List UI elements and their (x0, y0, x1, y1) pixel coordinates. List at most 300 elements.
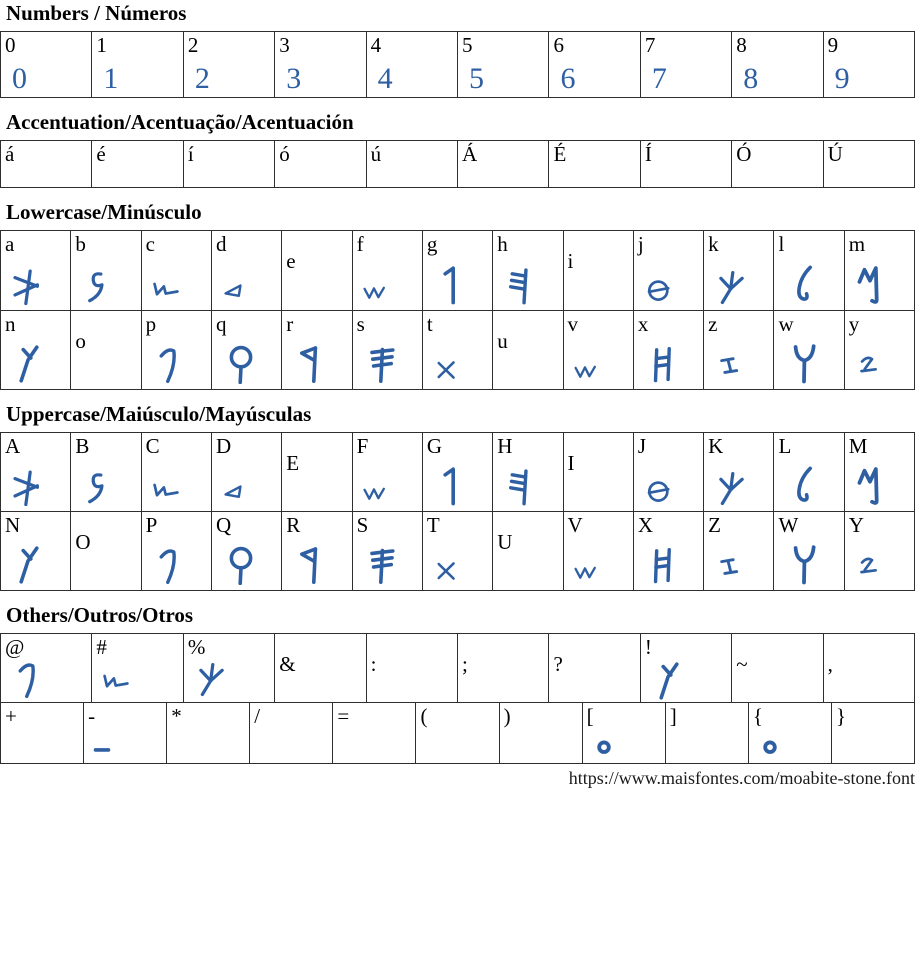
glyph-holder (212, 479, 248, 511)
het-glyph (643, 547, 681, 585)
source-url-link[interactable]: https://www.maisfontes.com/moabite-stone.font (568, 768, 915, 789)
char-cell (640, 633, 732, 703)
char-cell (548, 31, 640, 98)
glyph-holder (634, 547, 681, 590)
glyph-table-row (0, 31, 915, 98)
char-cell (0, 31, 92, 98)
char-label: S (356, 513, 369, 538)
shin-glyph (362, 279, 388, 305)
char-cell (492, 230, 563, 311)
char-cell (548, 140, 640, 188)
char-label: 1 (96, 33, 107, 58)
char-cell (332, 702, 416, 764)
qoph-glyph (221, 545, 261, 585)
glyph-table-others (0, 633, 916, 764)
het-glyph (643, 346, 681, 384)
char-cell (582, 702, 666, 764)
char-label: s (356, 312, 365, 337)
glyph-table-accentuation (0, 140, 916, 188)
char-label: O (75, 530, 91, 555)
glyph-holder (845, 555, 884, 590)
char-cell (83, 702, 167, 764)
char-cell (703, 432, 774, 512)
glyph-holder (142, 476, 181, 511)
digit-glyph: 3 (286, 62, 302, 96)
char-cell (563, 511, 634, 591)
glyph-holder (71, 470, 116, 511)
char-cell (211, 432, 282, 512)
glyph-holder (282, 545, 331, 590)
glyph-holder (493, 468, 540, 511)
resh-glyph (291, 344, 331, 384)
glyph-table-row (0, 703, 915, 764)
char-cell (633, 511, 704, 591)
char-label: d (215, 232, 227, 257)
zayin-glyph (713, 352, 745, 384)
char-label: 0 (5, 33, 16, 58)
char-label: I (567, 451, 575, 476)
char-cell (548, 633, 640, 703)
lamed-glyph (783, 466, 823, 506)
char-label: K (708, 434, 724, 459)
waw-glyph (783, 342, 825, 384)
char-label: b (75, 232, 86, 257)
char-label: Ó (736, 142, 752, 167)
yod-glyph (854, 354, 884, 384)
char-label: ! (644, 635, 652, 660)
qoph-glyph (221, 344, 261, 384)
char-cell (70, 230, 141, 311)
char-cell (0, 432, 71, 512)
char-label: : (370, 652, 377, 677)
digit-glyph: 6 (560, 62, 576, 96)
char-label: 4 (370, 33, 382, 58)
glyph-table-numbers (0, 31, 916, 98)
char-label: k (708, 232, 719, 257)
section-title-uppercase: Uppercase/Maiúsculo/Mayúsculas (6, 402, 312, 427)
shin-glyph (573, 358, 599, 384)
glyph-holder (353, 480, 388, 511)
char-label: é (96, 142, 106, 167)
section-title-lowercase: Lowercase/Minúsculo (6, 200, 202, 225)
digit-glyph: 2 (194, 62, 210, 96)
char-cell (211, 511, 282, 591)
char-cell (415, 702, 499, 764)
char-cell (422, 310, 493, 390)
char-label: v (567, 312, 578, 337)
glyph-holder (1, 470, 46, 511)
shin-glyph (573, 559, 599, 585)
char-label: x (637, 312, 649, 337)
samekh-glyph (362, 545, 402, 585)
glyph-holder (845, 263, 896, 310)
char-label: u (497, 329, 508, 354)
char-cell (91, 31, 183, 98)
char-label: W (778, 513, 799, 538)
glyph-holder (142, 346, 189, 389)
section-title-accentuation: Accentuation/Acentuação/Acentuación (6, 110, 354, 135)
glyph-holder (212, 344, 261, 389)
char-cell (422, 432, 493, 512)
glyph-holder (423, 356, 460, 389)
digit-glyph: 8 (743, 62, 759, 96)
char-label: f (356, 232, 364, 257)
kaph-glyph (713, 470, 749, 506)
char-cell (422, 511, 493, 591)
char-cell (91, 633, 183, 703)
kaph-glyph (713, 269, 749, 305)
char-label: { (752, 704, 763, 729)
char-label: N (5, 513, 21, 538)
glyph-holder (583, 734, 616, 763)
digit-glyph: 0 (12, 62, 27, 96)
char-label: É (553, 142, 567, 167)
tsade-glyph (151, 476, 181, 506)
char-cell (633, 310, 704, 390)
char-label: q (215, 312, 227, 337)
char-cell (633, 230, 704, 311)
glyph-table-row (0, 432, 915, 512)
char-label: z (708, 312, 718, 337)
char-label: ] (669, 704, 677, 729)
ayin-glyph (758, 734, 782, 758)
section-title-others: Others/Outros/Otros (6, 603, 194, 628)
glyph-holder (71, 269, 116, 310)
gimel-glyph (432, 265, 472, 305)
char-cell (844, 230, 915, 311)
char-label: # (96, 635, 107, 660)
taw-glyph (432, 557, 460, 585)
char-cell (457, 140, 549, 188)
glyph-holder (774, 265, 823, 310)
char-cell (492, 310, 563, 390)
taw-glyph (432, 356, 460, 384)
char-cell (274, 633, 366, 703)
waw-glyph (783, 543, 825, 585)
char-cell (211, 230, 282, 311)
glyph-holder (704, 352, 745, 389)
char-cell (0, 702, 84, 764)
char-cell (633, 432, 704, 512)
char-label: % (187, 635, 206, 660)
char-cell (773, 310, 844, 390)
nun-glyph (10, 344, 50, 384)
char-cell (141, 310, 212, 390)
char-label: Y (848, 513, 864, 538)
char-label: E (286, 451, 300, 476)
char-cell (274, 31, 366, 98)
char-cell (183, 633, 275, 703)
glyph-table-uppercase (0, 432, 916, 591)
char-cell (823, 31, 915, 98)
glyph-holder (423, 466, 472, 511)
char-cell (166, 702, 250, 764)
gimel-glyph (432, 466, 472, 506)
char-label: [ (586, 704, 594, 729)
char-label: X (637, 513, 653, 538)
char-label: Q (215, 513, 232, 538)
resh-glyph (291, 545, 331, 585)
section-title-numbers: Numbers / Números (6, 1, 187, 25)
char-label: g (426, 232, 438, 257)
pe-glyph (151, 547, 189, 585)
char-cell (665, 702, 749, 764)
char-label: ) (503, 704, 511, 729)
char-label: F (356, 434, 369, 459)
char-label: - (88, 704, 96, 729)
aleph-glyph (10, 470, 46, 506)
char-cell (0, 230, 71, 311)
glyph-holder (634, 275, 673, 310)
char-label: p (145, 312, 157, 337)
glyph-holder (282, 344, 331, 389)
char-cell (352, 432, 423, 512)
shin-glyph (362, 480, 388, 506)
bet-glyph (80, 269, 116, 305)
nun-glyph (10, 545, 50, 585)
char-label: T (426, 513, 440, 538)
section-others (0, 604, 916, 764)
digit-glyph: 7 (651, 62, 667, 96)
digit-glyph: 1 (103, 62, 119, 96)
glyph-holder (845, 464, 896, 511)
glyph-holder (774, 342, 825, 389)
char-cell (141, 230, 212, 311)
char-label: R (286, 513, 301, 538)
dalet-glyph (221, 278, 248, 305)
char-cell (352, 230, 423, 311)
glyph-table-lowercase (0, 230, 916, 390)
char-label: M (848, 434, 868, 459)
char-cell (844, 310, 915, 390)
char-label: D (215, 434, 232, 459)
char-label: V (567, 513, 583, 538)
char-label: & (279, 652, 296, 677)
char-label: y (848, 312, 860, 337)
char-cell (773, 511, 844, 591)
char-label: * (171, 704, 182, 729)
digit-glyph: 4 (377, 62, 393, 96)
char-label: J (637, 434, 646, 459)
char-label: 9 (827, 33, 839, 58)
glyph-holder (423, 557, 460, 590)
char-cell (211, 310, 282, 390)
char-cell (281, 310, 352, 390)
char-label: + (5, 704, 17, 729)
glyph-holder (749, 734, 782, 763)
digit-glyph: 9 (834, 62, 850, 96)
char-cell (640, 31, 732, 98)
char-cell (703, 230, 774, 311)
bet-glyph (80, 470, 116, 506)
char-label: Í (644, 142, 652, 167)
char-cell (352, 310, 423, 390)
char-label: ? (553, 652, 563, 677)
char-label: 6 (553, 33, 564, 58)
char-label: í (187, 142, 194, 167)
glyph-table-row (0, 140, 915, 188)
dalet-glyph (221, 479, 248, 506)
char-label: = (337, 704, 350, 729)
char-cell (844, 432, 915, 512)
glyph-holder (774, 466, 823, 511)
char-label: l (778, 232, 785, 257)
char-cell (366, 31, 458, 98)
he-glyph (502, 468, 540, 506)
char-label: ~ (736, 652, 748, 677)
char-cell (274, 140, 366, 188)
section-numbers (0, 2, 916, 98)
char-label: P (145, 513, 158, 538)
char-cell (183, 140, 275, 188)
char-cell (457, 31, 549, 98)
glyph-holder (212, 278, 248, 310)
glyph-holder (704, 470, 749, 511)
glyph-holder (704, 553, 745, 590)
glyph-holder (353, 344, 402, 389)
glyph-holder (774, 543, 825, 590)
char-label: h (497, 232, 508, 257)
char-label: , (827, 652, 833, 677)
char-label: i (567, 249, 574, 274)
char-cell (366, 140, 458, 188)
tet-glyph (643, 476, 673, 506)
char-label: r (286, 312, 294, 337)
char-label: c (145, 232, 155, 257)
glyph-holder (845, 354, 884, 389)
kaph-glyph (193, 661, 229, 697)
glyph-table-row (0, 230, 915, 311)
char-cell (499, 702, 583, 764)
char-label: n (5, 312, 16, 337)
glyph-holder (142, 547, 189, 590)
char-label: á (5, 142, 15, 167)
mem-glyph (854, 464, 896, 506)
char-label: ó (279, 142, 290, 167)
char-cell (703, 511, 774, 591)
aleph-glyph (10, 269, 46, 305)
char-label: @ (5, 635, 25, 660)
char-cell (366, 633, 458, 703)
glyph-holder (634, 476, 673, 511)
char-cell (563, 230, 634, 311)
font-specimen-page (0, 2, 916, 790)
glyph-table-row (0, 512, 915, 591)
char-label: C (145, 434, 160, 459)
char-cell (249, 702, 333, 764)
zayin-glyph (713, 553, 745, 585)
char-label: o (75, 329, 86, 354)
glyph-holder (641, 661, 690, 704)
glyph-holder (564, 559, 599, 590)
char-label: U (497, 530, 513, 555)
char-cell (0, 511, 71, 591)
glyph-holder (353, 545, 402, 590)
char-cell (823, 140, 915, 188)
char-label: H (497, 434, 513, 459)
pe-glyph (10, 661, 48, 699)
glyph-holder (564, 358, 599, 389)
glyph-holder (1, 545, 50, 590)
char-cell (70, 432, 141, 512)
specimen-sections (0, 2, 916, 764)
char-label: Z (708, 513, 721, 538)
char-cell (352, 511, 423, 591)
char-cell (281, 511, 352, 591)
char-cell (844, 511, 915, 591)
char-cell (823, 633, 915, 703)
hyphen-glyph (93, 740, 111, 758)
char-label: w (778, 312, 794, 337)
char-cell (457, 633, 549, 703)
char-cell (281, 432, 352, 512)
char-label: G (426, 434, 443, 459)
glyph-holder (84, 740, 111, 763)
char-cell (731, 31, 823, 98)
char-label: / (254, 704, 261, 729)
char-label: 5 (462, 33, 473, 58)
char-label: Á (462, 142, 478, 167)
glyph-holder (212, 545, 261, 590)
char-label: Ú (827, 142, 843, 167)
glyph-holder (423, 265, 472, 310)
glyph-holder (1, 661, 48, 704)
glyph-holder (1, 344, 50, 389)
pe-glyph (151, 346, 189, 384)
section-uppercase (0, 403, 916, 591)
section-accentuation (0, 111, 916, 188)
char-cell (0, 140, 92, 188)
char-cell (91, 140, 183, 188)
char-cell (703, 310, 774, 390)
he-glyph (502, 267, 540, 305)
glyph-holder (704, 269, 749, 310)
char-label: 8 (736, 33, 747, 58)
char-cell (731, 633, 823, 703)
char-cell (0, 310, 71, 390)
tsade-glyph (151, 275, 181, 305)
char-label: a (5, 232, 15, 257)
char-label: B (75, 434, 90, 459)
char-cell (563, 310, 634, 390)
tsade-glyph (101, 667, 131, 697)
footer (0, 768, 916, 790)
char-cell (492, 432, 563, 512)
char-cell (748, 702, 832, 764)
glyph-holder (142, 275, 181, 310)
char-label: 7 (644, 33, 656, 58)
char-label: t (426, 312, 433, 337)
char-cell (141, 511, 212, 591)
char-label: 3 (279, 33, 290, 58)
char-cell (731, 140, 823, 188)
glyph-holder (1, 269, 46, 310)
glyph-table-row (0, 633, 915, 703)
glyph-holder (353, 279, 388, 310)
char-label: A (5, 434, 21, 459)
char-label: m (848, 232, 866, 257)
char-label: 2 (187, 33, 199, 58)
tet-glyph (643, 275, 673, 305)
char-cell (563, 432, 634, 512)
section-lowercase (0, 201, 916, 390)
glyph-holder (92, 667, 131, 702)
glyph-holder (184, 661, 229, 702)
digit-glyph: 5 (469, 62, 485, 96)
char-cell (183, 31, 275, 98)
glyph-holder (634, 346, 681, 389)
char-cell (492, 511, 563, 591)
